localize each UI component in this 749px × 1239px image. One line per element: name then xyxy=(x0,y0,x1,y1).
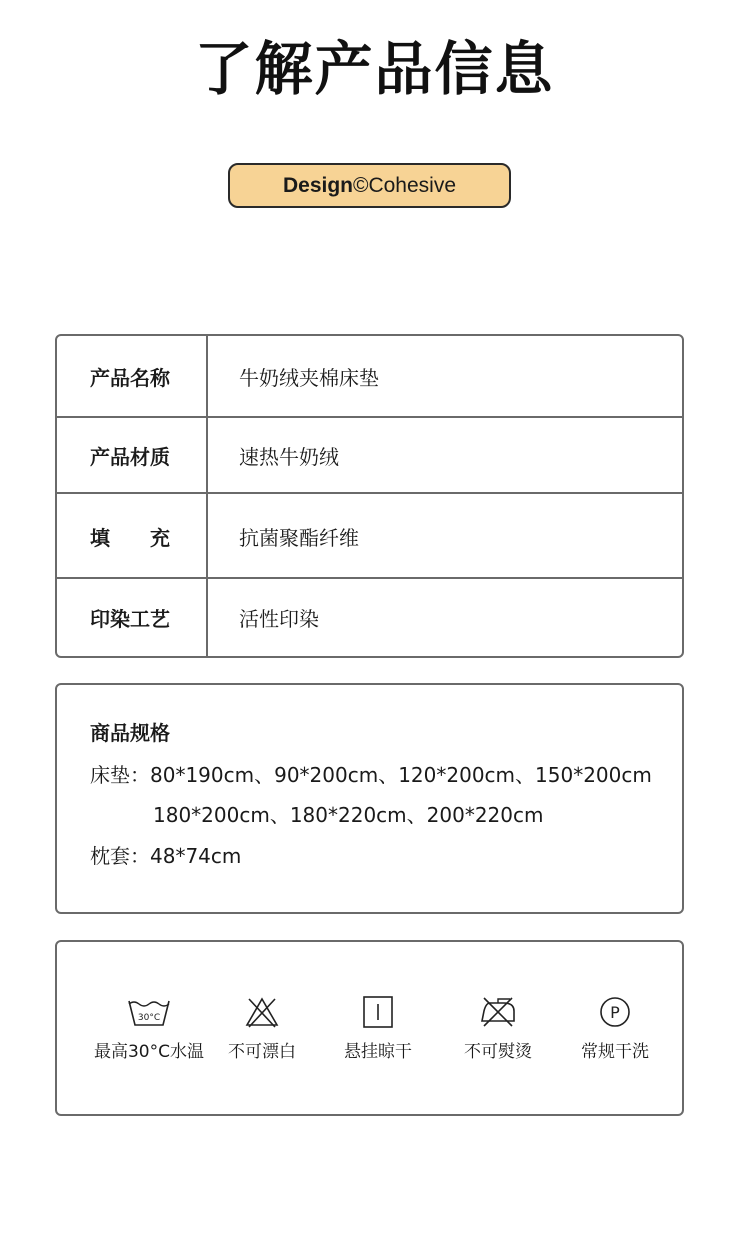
dry-clean-letter: P xyxy=(610,1003,620,1022)
page-title: 了解产品信息 xyxy=(194,35,555,103)
care-label: 不可漂白 xyxy=(228,1042,296,1062)
table-row xyxy=(57,579,682,656)
care-item xyxy=(313,995,443,1062)
row-value: 抗菌聚酯纤维 xyxy=(239,525,359,550)
wash-temp-text: 30°C xyxy=(137,1013,161,1023)
row-label: 产品材质 xyxy=(90,445,170,469)
wash-30-icon xyxy=(126,995,172,1029)
row-value: 活性印染 xyxy=(239,607,319,631)
brand-badge xyxy=(228,163,511,208)
spec-pillow-line: 枕套：48*74cm xyxy=(90,844,242,868)
care-label: 不可熨烫 xyxy=(464,1042,532,1062)
badge-bold-text: Design xyxy=(282,173,353,197)
table-row xyxy=(57,336,682,417)
row-value: 牛奶绒夹棉床垫 xyxy=(239,366,379,390)
spec-card xyxy=(55,683,684,914)
product-info-table xyxy=(55,334,684,658)
spec-mattress-line: 床垫：80*190cm、90*200cm、120*200cm、150*200cm xyxy=(90,763,652,787)
row-label: 产品名称 xyxy=(90,366,170,390)
care-item xyxy=(197,995,327,1062)
spec-title: 商品规格 xyxy=(90,721,170,745)
badge-text: ©Cohesive xyxy=(352,173,457,197)
no-iron-icon xyxy=(478,995,518,1029)
spec-mattress-line: 180*200cm、180*220cm、200*220cm xyxy=(153,803,544,827)
care-label: 最高30°C水温 xyxy=(93,1042,204,1062)
hang-dry-icon xyxy=(361,995,395,1029)
row-label: 填 充 xyxy=(90,525,170,550)
no-bleach-icon xyxy=(244,995,280,1029)
dry-clean-p-icon xyxy=(598,995,632,1029)
table-row xyxy=(57,418,682,493)
care-item xyxy=(433,995,563,1062)
care-item xyxy=(84,995,214,1062)
row-label: 印染工艺 xyxy=(90,607,170,631)
table-row xyxy=(57,494,682,578)
row-value: 速热牛奶绒 xyxy=(239,445,339,469)
care-card xyxy=(55,940,684,1116)
care-label: 悬挂晾干 xyxy=(344,1042,412,1062)
care-item xyxy=(550,995,680,1062)
care-label: 常规干洗 xyxy=(581,1042,649,1062)
